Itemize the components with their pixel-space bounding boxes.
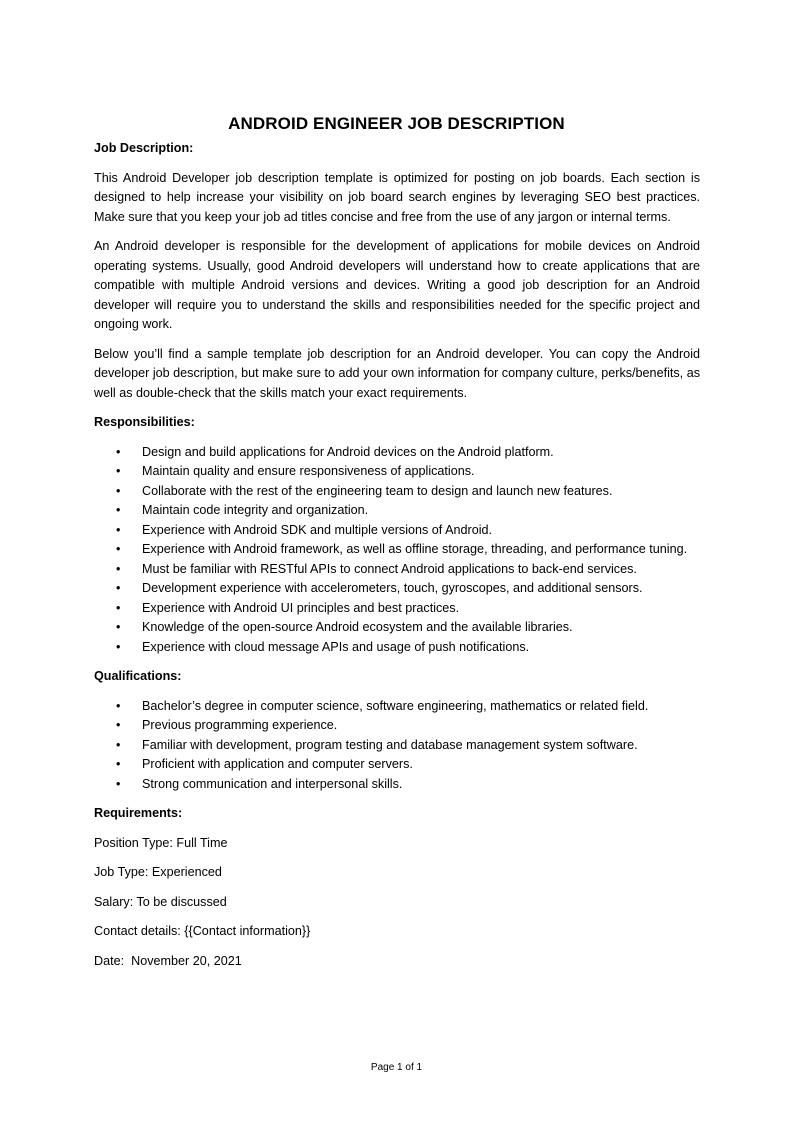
list-item xyxy=(94,775,700,795)
bullet-icon: • xyxy=(116,464,121,478)
list-item-text: Experience with Android framework, as well as offline storage, threading, and performance tuning. xyxy=(142,542,688,556)
list-item xyxy=(94,638,700,658)
document-title: ANDROID ENGINEER JOB DESCRIPTION xyxy=(228,114,565,133)
list-item-text: Experience with Android SDK and multiple versions of Android. xyxy=(142,522,493,537)
responsibilities-heading: Responsibilities: xyxy=(94,415,195,429)
qualifications-heading: Qualifications: xyxy=(94,669,182,683)
list-item-text: Maintain quality and ensure responsiveness of applications. xyxy=(142,464,475,478)
list-item xyxy=(94,540,700,560)
list-item xyxy=(94,521,700,541)
bullet-icon: • xyxy=(116,561,121,576)
job-description-paragraph-2: An Android developer is responsible for the development of applications for mobile devices on Android operating systems. Usually, good Android developers will understand how to create applications that are compatible with multiple Android versions and devices. Writing a good job description for an Android developer will require you to understand the skills and responsibilities needed for the specific project and ongoing work. xyxy=(94,239,700,331)
list-item xyxy=(94,599,700,619)
bullet-icon: • xyxy=(116,503,121,517)
document-body xyxy=(94,139,700,971)
list-item xyxy=(94,482,700,502)
list-item-text: Experience with Android UI principles and best practices. xyxy=(142,600,460,615)
bullet-icon: • xyxy=(116,757,121,771)
list-item-text: Development experience with accelerometers, touch, gyroscopes, and additional sensors. xyxy=(142,581,643,595)
list-item xyxy=(94,579,700,599)
list-item-text: Proficient with application and computer servers. xyxy=(142,757,413,771)
list-item-text: Familiar with development, program testing and database management system software. xyxy=(142,737,638,752)
list-item xyxy=(94,462,700,482)
bullet-icon: • xyxy=(116,620,121,634)
list-item xyxy=(94,697,700,717)
list-item-text: Bachelor’s degree in computer science, software engineering, mathematics or related field. xyxy=(142,698,649,713)
bullet-icon: • xyxy=(116,600,121,615)
responsibilities-list xyxy=(94,443,700,658)
bullet-icon: • xyxy=(116,581,121,595)
bullet-icon: • xyxy=(116,639,121,654)
qualifications-list xyxy=(94,697,700,795)
bullet-icon: • xyxy=(116,776,121,791)
bullet-icon: • xyxy=(116,542,121,556)
job-description-paragraph-1: This Android Developer job description template is optimized for posting on job boards. Each section is designed to help increase your visibility on job board search engines by leveraging SEO best practices. Make sure that you keep your job ad titles concise and free from the use of any jargon or internal terms. xyxy=(94,170,700,224)
list-item xyxy=(94,736,700,756)
list-item xyxy=(94,443,700,463)
salary: Salary: To be discussed xyxy=(94,894,227,909)
list-item-text: Previous programming experience. xyxy=(142,718,338,732)
page-number-footer: Page 1 of 1 xyxy=(370,1062,423,1073)
list-item-text: Design and build applications for Android devices on the Android platform. xyxy=(142,444,554,459)
list-item-text: Experience with cloud message APIs and usage of push notifications. xyxy=(142,639,530,654)
list-item xyxy=(94,560,700,580)
contact-details: Contact details: {{Contact information}} xyxy=(94,924,311,938)
list-item-text: Maintain code integrity and organization. xyxy=(142,503,369,517)
list-item-text: Strong communication and interpersonal skills. xyxy=(142,776,403,791)
bullet-icon: • xyxy=(116,522,121,537)
bullet-icon: • xyxy=(116,444,121,459)
bullet-icon: • xyxy=(116,737,121,752)
requirements-heading: Requirements: xyxy=(94,806,183,820)
bullet-icon: • xyxy=(116,718,121,732)
job-description-heading: Job Description: xyxy=(94,141,194,155)
list-item xyxy=(94,618,700,638)
bullet-icon: • xyxy=(116,483,121,498)
list-item-text: Knowledge of the open-source Android ecosystem and the available libraries. xyxy=(142,620,573,634)
bullet-icon: • xyxy=(116,698,121,713)
list-item xyxy=(94,755,700,775)
job-description-paragraph-3: Below you’ll find a sample template job description for an Android developer. You can copy the Android developer job description, but make sure to add your own information for company culture, perks/benefits, as well as double-check that the skills match your exact requirements. xyxy=(94,346,700,400)
date: Date: November 20, 2021 xyxy=(94,953,242,968)
position-type: Position Type: Full Time xyxy=(94,835,228,850)
list-item-text: Collaborate with the rest of the engineering team to design and launch new features. xyxy=(142,483,613,498)
list-item xyxy=(94,716,700,736)
list-item xyxy=(94,501,700,521)
list-item-text: Must be familiar with RESTful APIs to connect Android applications to back-end services. xyxy=(142,561,637,576)
job-type: Job Type: Experienced xyxy=(94,865,222,879)
